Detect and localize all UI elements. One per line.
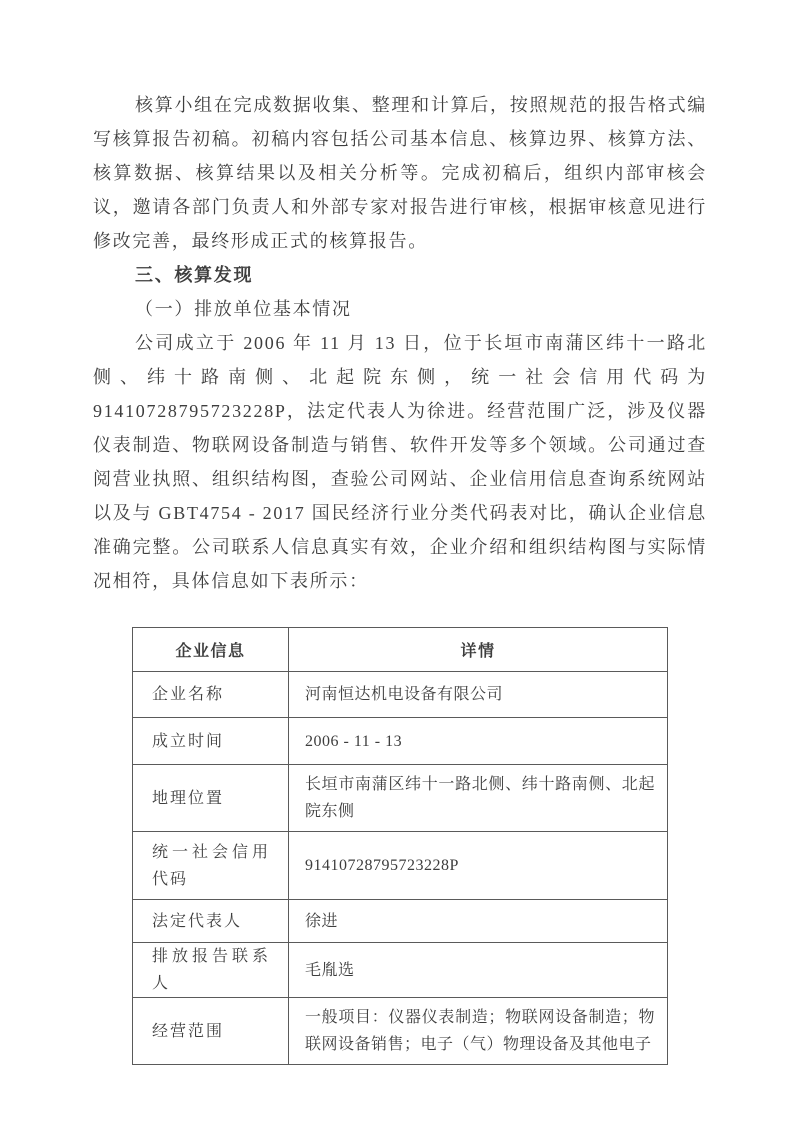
info-label-cell: 统一社会信用代码	[133, 832, 289, 900]
info-label-cell: 经营范围	[133, 998, 289, 1065]
table-row-credit-code	[133, 832, 668, 900]
table-row-business-scope	[133, 998, 668, 1065]
info-label-cell: 法定代表人	[133, 900, 289, 943]
info-value-cell: 91410728795723228P	[289, 832, 668, 900]
table-row-company-name	[133, 672, 668, 718]
header-cell-company-info: 企业信息	[133, 628, 289, 672]
info-value-cell: 毛胤选	[289, 943, 668, 998]
table-row-founding-date	[133, 718, 668, 765]
info-value-cell: 河南恒达机电设备有限公司	[289, 672, 668, 718]
info-label-cell: 排放报告联系人	[133, 943, 289, 998]
table-header-row	[133, 628, 668, 672]
info-value-cell: 徐进	[289, 900, 668, 943]
table-row-report-contact	[133, 943, 668, 998]
paragraph-company-overview: 公司成立于 2006 年 11 月 13 日，位于长垣市南蒲区纬十一路北侧、纬十路南侧、北起院东侧，统一社会信用代码为 91410728795723228P，法定代表人为徐进。经营范围广泛，涉及仪器仪表制造、物联网设备制造与销售、软件开发等多个领域。公司通过查阅营业执照、组织结构图，查验公司网站、企业信用信息查询系统网站以及与 GBT4754 - 2017 国民经济行业分类代码表对比，确认企业信息准确完整。公司联系人信息真实有效，企业介绍和组织结构图与实际情况相符，具体信息如下表所示：	[93, 333, 707, 591]
section-heading-findings: 三、核算发现	[135, 265, 254, 285]
table-row-location	[133, 765, 668, 832]
info-value-cell: 2006 - 11 - 13	[289, 718, 668, 765]
company-info-table	[132, 627, 668, 1065]
info-label-cell: 地理位置	[133, 765, 289, 832]
info-value-cell: 长垣市南蒲区纬十一路北侧、纬十路南侧、北起院东侧	[289, 765, 668, 832]
info-value-cell: 一般项目：仪器仪表制造；物联网设备制造；物联网设备销售；电子（气）物理设备及其他电子	[289, 998, 668, 1065]
header-cell-details: 详情	[289, 628, 668, 672]
subsection-heading-basic-info: （一）排放单位基本情况	[135, 299, 352, 319]
paragraph-report-draft: 核算小组在完成数据收集、整理和计算后，按照规范的报告格式编写核算报告初稿。初稿内容包括公司基本信息、核算边界、核算方法、核算数据、核算结果以及相关分析等。完成初稿后，组织内部审核会议，邀请各部门负责人和外部专家对报告进行审核，根据审核意见进行修改完善，最终形成正式的核算报告。	[93, 95, 707, 251]
info-label-cell: 企业名称	[133, 672, 289, 718]
table-row-legal-representative	[133, 900, 668, 943]
info-label-cell: 成立时间	[133, 718, 289, 765]
